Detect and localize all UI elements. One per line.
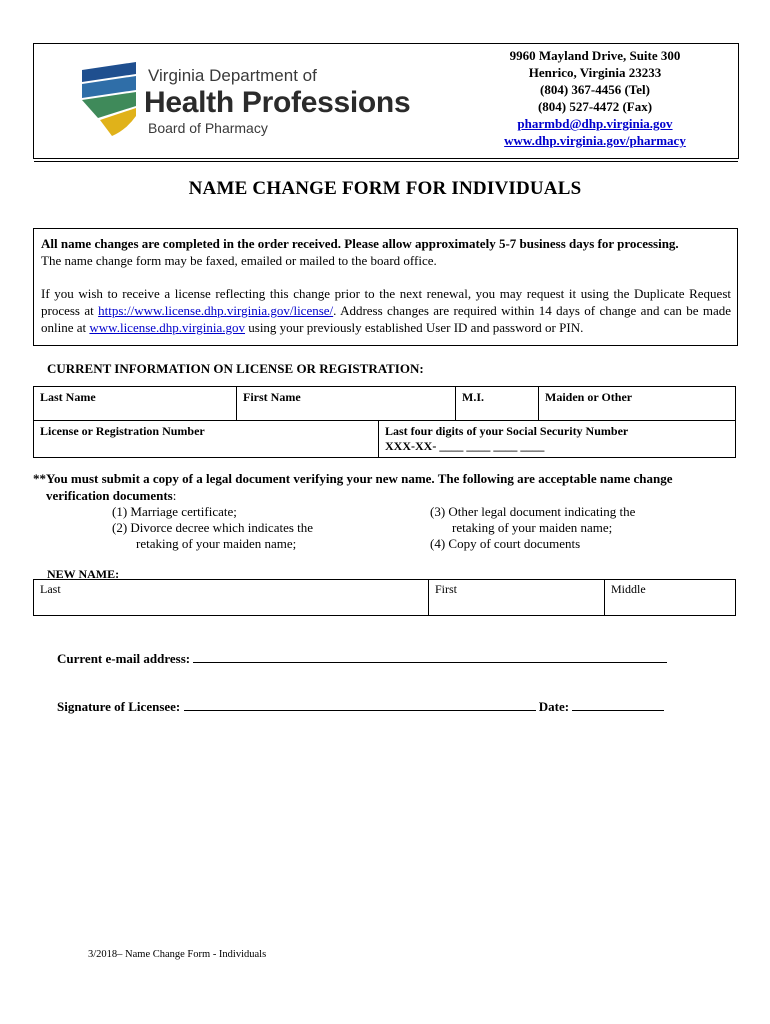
new-last-name-label: Last <box>40 582 61 596</box>
new-name-table <box>33 579 736 616</box>
new-first-name-field[interactable] <box>429 580 605 616</box>
first-name-field[interactable] <box>237 387 456 421</box>
list-item: retaking of your maiden name; <box>136 536 297 551</box>
license-table <box>33 420 736 458</box>
signature-input-line[interactable] <box>184 698 536 711</box>
date-input-line[interactable] <box>572 698 664 711</box>
dhp-logo <box>78 60 418 140</box>
middle-initial-field[interactable] <box>456 387 539 421</box>
duplicate-text-c: using your previously established User ID and password or PIN. <box>245 320 584 335</box>
email-label: Current e-mail address: <box>57 651 191 666</box>
license-number-field[interactable] <box>34 421 379 458</box>
info-box <box>33 228 738 346</box>
license-number-label: License or Registration Number <box>40 424 205 438</box>
phone-tel: (804) 367-4456 (Tel) <box>539 82 650 97</box>
document-list-left <box>112 504 313 552</box>
address-city: Henrico, Virginia 23233 <box>528 65 662 80</box>
last-name-field[interactable] <box>34 387 237 421</box>
list-item: (1) Marriage certificate; <box>112 504 237 519</box>
ssn-field[interactable] <box>379 421 736 458</box>
verification-documents-label: verification documents <box>46 488 173 503</box>
middle-initial-label: M.I. <box>462 390 484 404</box>
logo-text-board: Board of Pharmacy <box>148 120 268 136</box>
address-street: 9960 Mayland Drive, Suite 300 <box>509 48 681 63</box>
virginia-logo-icon <box>78 60 140 140</box>
ssn-label: Last four digits of your Social Security Number <box>385 424 629 438</box>
verification-colon: : <box>172 488 177 503</box>
phone-fax: (804) 527-4472 (Fax) <box>537 99 653 114</box>
submission-methods: The name change form may be faxed, emailed or mailed to the board office. <box>41 253 437 268</box>
email-link[interactable]: pharmbd@dhp.virginia.gov <box>517 116 673 131</box>
duplicate-request-info <box>41 285 731 336</box>
signature-row <box>57 698 664 715</box>
date-label: Date: <box>538 699 570 714</box>
ssn-format: XXX-XX- ____ ____ ____ ____ <box>385 439 545 453</box>
current-name-table <box>33 386 736 421</box>
list-item: (3) Other legal document indicating the <box>430 504 636 519</box>
logo-text-health-professions: Health Professions <box>144 86 411 119</box>
new-first-name-label: First <box>435 582 458 596</box>
new-last-name-field[interactable] <box>34 580 429 616</box>
document-list-right <box>430 504 635 552</box>
license-portal-link[interactable]: https://www.license.dhp.virginia.gov/license/ <box>98 303 334 318</box>
email-input-line[interactable] <box>193 650 667 663</box>
processing-notice: All name changes are completed in the order received. Please allow approximately 5-7 business days for processing. <box>41 236 679 251</box>
maiden-name-field[interactable] <box>539 387 736 421</box>
website-link[interactable]: www.dhp.virginia.gov/pharmacy <box>504 133 686 148</box>
maiden-name-label: Maiden or Other <box>545 390 633 404</box>
duplicate-text-a: If you wish to receive a license reflecting this change prior to the next renewal, you may request it using the Duplicate Request process at <box>41 286 731 318</box>
email-row <box>57 650 667 667</box>
processing-info <box>41 235 731 269</box>
list-item: (4) Copy of court documents <box>430 536 581 551</box>
new-name-heading: NEW NAME: <box>47 567 120 581</box>
last-name-label: Last Name <box>40 390 96 404</box>
signature-label: Signature of Licensee: <box>57 699 181 714</box>
current-info-heading: CURRENT INFORMATION ON LICENSE OR REGISTRATION: <box>47 361 424 376</box>
list-item: (2) Divorce decree which indicates the <box>112 520 314 535</box>
verification-notice: **You must submit a copy of a legal document verifying your new name. The following are acceptable name change <box>33 471 673 486</box>
online-address-link[interactable]: www.license.dhp.virginia.gov <box>89 320 246 335</box>
list-item: retaking of your maiden name; <box>452 520 613 535</box>
logo-text-agency: Virginia Department of <box>148 66 317 85</box>
duplicate-text-b: . Address changes are required within 14 days of change and can be made online at <box>41 303 731 335</box>
new-middle-name-label: Middle <box>611 582 646 596</box>
page-footer: 3/2018– Name Change Form - Individuals <box>88 949 267 960</box>
first-name-label: First Name <box>243 390 301 404</box>
verification-documents-heading <box>33 487 753 504</box>
contact-address <box>455 47 735 149</box>
verification-requirement <box>33 470 753 504</box>
new-middle-name-field[interactable] <box>605 580 736 616</box>
page-title: NAME CHANGE FORM FOR INDIVIDUALS <box>188 178 582 199</box>
